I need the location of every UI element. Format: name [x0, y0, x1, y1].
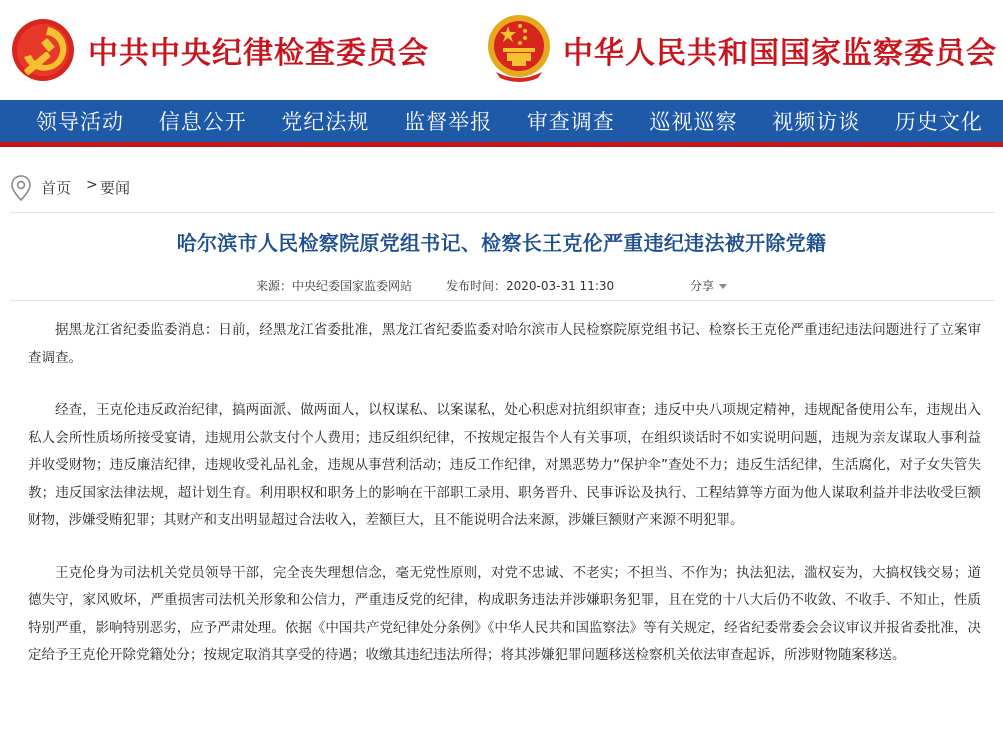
breadcrumb-home-link[interactable]: 首页 [41, 179, 72, 197]
article-paragraph: 据黑龙江省纪委监委消息：日前，经黑龙江省委批准，黑龙江省纪委监委对哈尔滨市人民检察院原党组书记、检察长王克伦严重违纪违法问题进行了立案审查调查。 [28, 322, 981, 366]
nav-item-history-culture[interactable]: 历史文化 [894, 110, 983, 134]
location-pin-icon [10, 175, 32, 201]
share-button[interactable] [690, 277, 727, 294]
meta-divider [10, 300, 995, 301]
breadcrumb-separator: > [86, 177, 98, 193]
article-source: 来源：中央纪委国家监委网站 [256, 279, 413, 294]
nav-item-party-rules[interactable]: 党纪法规 [281, 110, 370, 134]
breadcrumb [0, 169, 1003, 215]
nav-item-video-interview[interactable]: 视频访谈 [772, 110, 861, 134]
national-emblem-icon[interactable] [486, 12, 552, 84]
breadcrumb-divider [10, 212, 995, 213]
nsc-title: 中华人民共和国国家监察委员会 [563, 36, 997, 71]
cpc-ccdi-title: 中共中央纪律检查委员会 [88, 36, 429, 71]
main-nav [0, 100, 1003, 147]
article-publish-time: 发布时间：2020-03-31 11:30 [446, 279, 615, 294]
party-emblem-icon[interactable] [10, 17, 76, 83]
breadcrumb-current-link[interactable]: 要闻 [100, 179, 131, 197]
nav-item-inspection[interactable]: 巡视巡察 [649, 110, 738, 134]
nav-item-investigation[interactable]: 审查调查 [526, 110, 615, 134]
article-meta [0, 271, 1003, 301]
share-label: 分享 [690, 279, 715, 294]
chevron-down-icon [719, 284, 727, 289]
article-title: 哈尔滨市人民检察院原党组书记、检察长王克伦严重违纪违法被开除党籍 [176, 231, 827, 255]
masthead [0, 0, 1003, 100]
article-paragraph: 王克伦身为司法机关党员领导干部，完全丧失理想信念，毫无党性原则，对党不忠诚、不老实；不担当、不作为；执法犯法，滥权妄为，大搞权钱交易；道德失守，家风败坏，严重损害司法机关形象和公信力，严重违反党的纪律，构成职务违法并涉嫌职务犯罪，且在党的十八大后仍不收敛、不收手、不知止，性质特别严重，影响特别恶劣，应予严肃处理。依据《中国共产党纪律处分条例》《中华人民共和国监察法》等有关规定，经省纪委常委会会议审议并报省委批准，决定给予王克伦开除党籍处分；按规定取消其享受的待遇；收缴其违纪违法所得；将其涉嫌犯罪问题移送检察机关依法审查起诉，所涉财物随案移送。 [28, 564, 981, 664]
nav-item-info-disclosure[interactable]: 信息公开 [158, 110, 247, 134]
article-body [0, 317, 1003, 670]
article-paragraph: 经查，王克伦违反政治纪律，搞两面派、做两面人，以权谋私、以案谋私，处心积虑对抗组织审查；违反中央八项规定精神，违规配备使用公车，违规出入私人会所性质场所接受宴请，违规用公款支付个人费用；违反组织纪律，不按规定报告个人有关事项，在组织谈话时不如实说明问题，违规为亲友谋取人事利益并收受财物；违反廉洁纪律，违规收受礼品礼金，违规从事营利活动；违反工作纪律，对黑恶势力“保护伞”查处不力；违反生活纪律，生活腐化，对子女失管失教；违反国家法律法规，超计划生育。利用职权和职务上的影响在干部职工录用、职务晋升、民事诉讼及执行、工程结算等方面为他人谋取利益并非法收受巨额财物，涉嫌受贿犯罪；其财产和支出明显超过合法收入，差额巨大，且不能说明合法来源，涉嫌巨额财产来源不明犯罪。 [28, 402, 981, 529]
nav-item-supervision-report[interactable]: 监督举报 [404, 110, 493, 134]
nav-item-leadership[interactable]: 领导活动 [36, 110, 124, 134]
